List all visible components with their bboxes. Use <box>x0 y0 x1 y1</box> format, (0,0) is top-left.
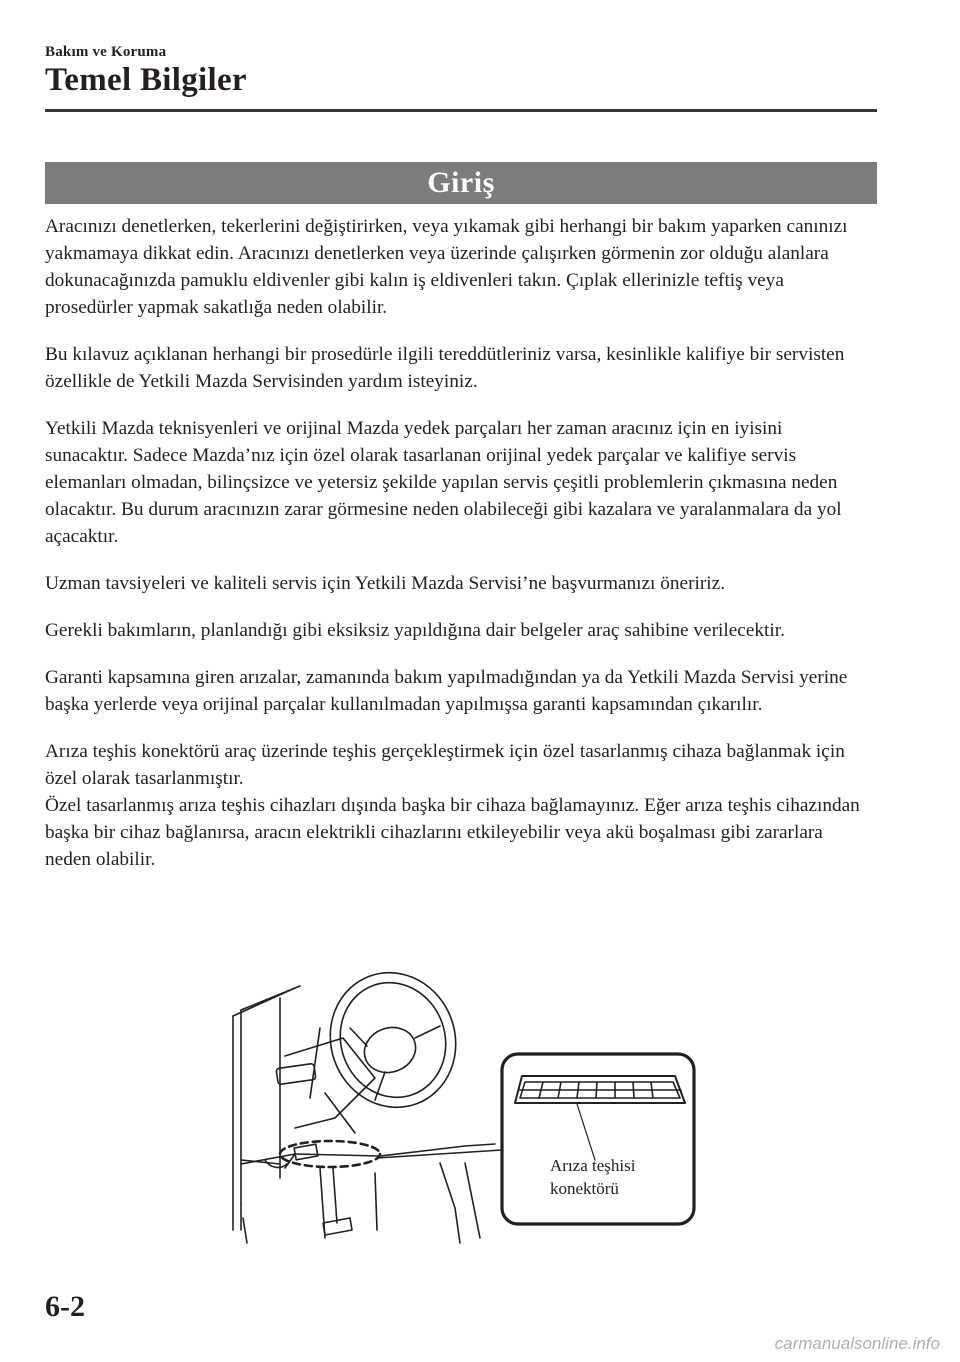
page-number: 6-2 <box>45 1290 85 1323</box>
dashboard-illustration <box>225 968 700 1250</box>
diagnostic-connector-figure <box>225 968 700 1250</box>
body-text <box>45 213 865 893</box>
running-head-section: Bakım ve Koruma <box>45 44 167 60</box>
diagnostic-connector-label <box>550 1154 635 1200</box>
watermark: carmanualsonline.info <box>774 1334 940 1353</box>
paragraph-qualified-service: Bu kılavuz açıklanan herhangi bir prosedürle ilgili tereddütleriniz varsa, kesinlikle kalifiye bir servisten özellikle de Yetkili Mazda Servisinden yardım isteyiniz. <box>45 344 845 392</box>
callout-line-1: Arıza teşhisi <box>550 1156 636 1175</box>
paragraph-diagnostic-connector: Arıza teşhis konektörü araç üzerinde teşhis gerçekleştirmek için özel tasarlanmış cihaza bağlanmak için özel olarak tasarlanmıştır. <box>45 741 845 789</box>
paragraph-diagnostic-warning: Özel tasarlanmış arıza teşhis cihazları dışında başka bir cihaza bağlamayınız. Eğer arıza teşhis cihazından başka bir cihaz bağlanırsa, aracın elektrikli cihazlarını etkileyebilir veya akü boşalması gibi zararlara neden olabilir. <box>45 795 860 870</box>
section-title: Giriş <box>427 166 495 199</box>
chapter-divider <box>45 109 877 112</box>
paragraph-expert-advice: Uzman tavsiyeleri ve kaliteli servis için Yetkili Mazda Servisi’ne başvurmanızı öneririz. <box>45 573 726 594</box>
chapter-title: Temel Bilgiler <box>45 62 247 98</box>
paragraph-maintenance-records: Gerekli bakımların, planlandığı gibi eksiksiz yapıldığına dair belgeler araç sahibine verilecektir. <box>45 620 785 641</box>
section-banner <box>45 162 877 204</box>
paragraph-genuine-parts: Yetkili Mazda teknisyenleri ve orijinal Mazda yedek parçaları her zaman aracınız için en iyisini sunacaktır. Sadece Mazda’nız için özel olarak tasarlanan orijinal yedek parçalar ve kalifiye servis elemanları olmadan, bilinçsizce ve yetersiz şekilde yapılan servis çeşitli problemlerin çıkmasına neden olacaktır. Bu durum aracınızın zarar görmesine neden olabileceği gibi kazalara ve yaralanmalara da yol açacaktır. <box>45 418 842 547</box>
paragraph-burn-warning: Aracınızı denetlerken, tekerlerini değiştirirken, veya yıkamak gibi herhangi bir bakım yaparken canınızı yakmamaya dikkat edin. Aracınızı denetlerken veya üzerinde çalışırken görmenin zor olduğu alanlara dokunacağınızda pamuklu eldivenler gibi kalın iş eldivenleri takın. Çıplak ellerinizle teftiş veya prosedürler yapmak sakatlığa neden olabilir. <box>45 216 848 318</box>
paragraph-warranty: Garanti kapsamına giren arızalar, zamanında bakım yapılmadığından ya da Yetkili Mazda Servisi yerine başka yerlerde veya orijinal parçalar kullanılmadan yapılmışsa garanti kapsamından çıkarılır. <box>45 667 848 715</box>
callout-line-2: konektörü <box>550 1179 619 1198</box>
